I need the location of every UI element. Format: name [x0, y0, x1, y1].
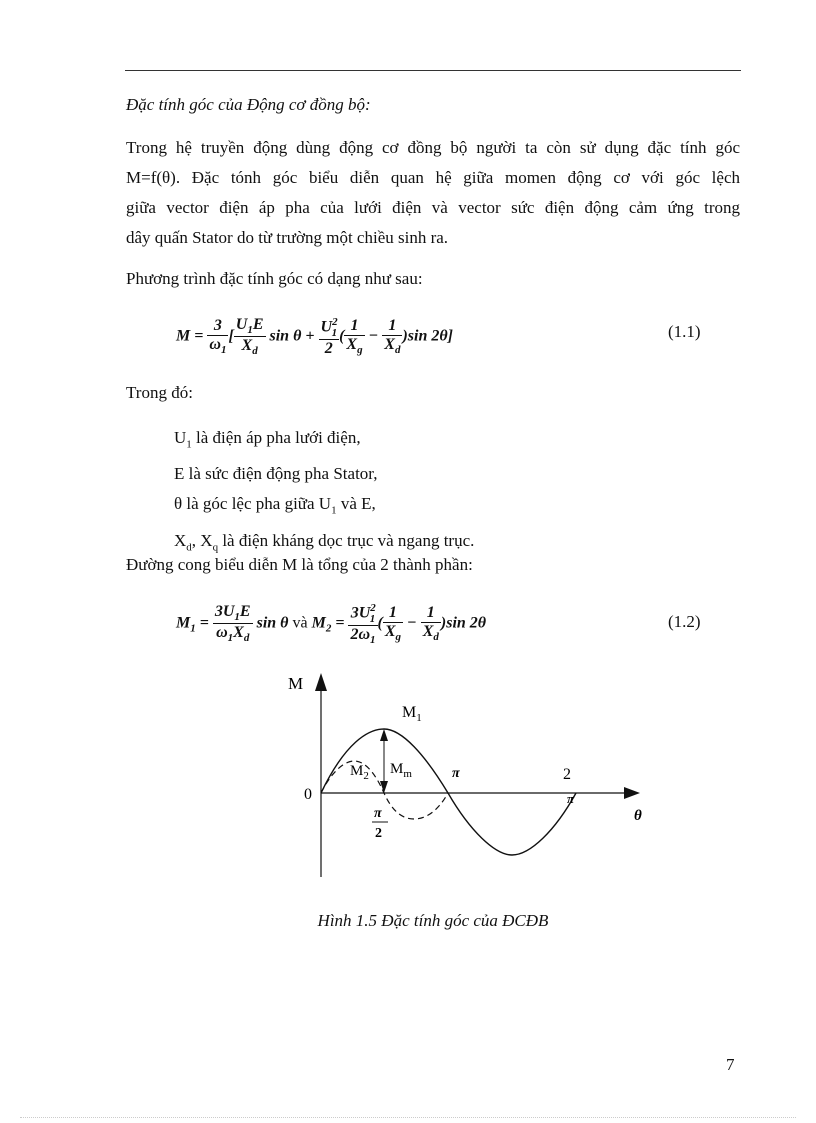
half-pi-numerator: π [374, 806, 382, 821]
paragraph-equation-intro: Phương trình đặc tính góc có dạng như sau: [126, 269, 423, 288]
half-pi-denominator: 2 [375, 826, 382, 841]
mm-label: $M_m$ [390, 761, 412, 780]
x-axis-label: θ [634, 808, 642, 824]
equation-number-1-1: (1.1) [668, 322, 701, 341]
definition-item: $X_d$, $X_q$ là điện kháng dọc trục và ngang trục. [174, 530, 475, 554]
equation-number-1-2: (1.2) [668, 612, 701, 631]
pi-label: π [452, 766, 460, 781]
definition-item: θ là góc lệc pha giữa $U_1$ và E, [174, 494, 376, 517]
equation-1-1: M = $\frac{3}{\omega_1}$ [ $\frac{U_1E}{X_d}$ sin θ + $\frac{U^2_1}{2}$ ( $\frac{1}{X_g}$ − $\frac{1}{X_d}$ )sin 2θ] [176, 316, 453, 358]
definition-list [174, 423, 474, 562]
two-pi-label: 2 [563, 766, 571, 783]
paragraph-components: Đường cong biểu diễn M là tổng của 2 thành phần: [126, 555, 473, 574]
y-axis-arrow [315, 673, 327, 691]
x-axis-arrow [624, 787, 640, 799]
definition-item: $U_1$ là điện áp pha lưới điện, [174, 428, 361, 451]
angle-characteristic-figure [0, 665, 816, 925]
two-pi-symbol: π [567, 791, 575, 806]
header-rule [125, 70, 741, 71]
paragraph-line: dây quấn Stator do từ trường một chiều sinh ra. [126, 228, 449, 247]
figure-caption: Hình 1.5 Đặc tính góc của ĐCĐB [317, 911, 549, 930]
y-axis-label: M [288, 674, 304, 693]
paragraph-line: Trong hệ truyền động dùng động cơ đồng bộ người ta còn sử dụng đặc tính góc [126, 138, 740, 157]
where-label: Trong đó: [126, 383, 193, 402]
definition-item: E là sức điện động pha Stator, [174, 464, 378, 484]
equation-1-2: $M_1$ = $\frac{3U_1E}{\omega_1X_d}$ sin θ và $M_2$ = $\frac{3U^2_1}{2\omega_1}$ ( $\frac{1}{X_g}$ − $\frac{1}{X_d}$ )sin 2θ [176, 602, 487, 646]
m1-label: $M_1$ [402, 704, 422, 724]
bottom-dotted-rule [20, 1117, 796, 1118]
m2-label: $M_2$ [350, 763, 369, 782]
m1-curve [321, 729, 576, 855]
section-heading: Đặc tính góc của Động cơ đồng bộ: [126, 95, 371, 114]
page-number: 7 [726, 1055, 735, 1074]
paragraph-line: giữa vector điện áp pha của lưới điện và vector sức điện động cảm ứng trong [126, 198, 740, 217]
paragraph-line: M=f(θ). Đặc tónh góc biểu diễn quan hệ giữa momen động cơ với góc lệch [126, 168, 740, 187]
origin-label: 0 [304, 786, 312, 803]
paragraph-intro [126, 133, 740, 253]
